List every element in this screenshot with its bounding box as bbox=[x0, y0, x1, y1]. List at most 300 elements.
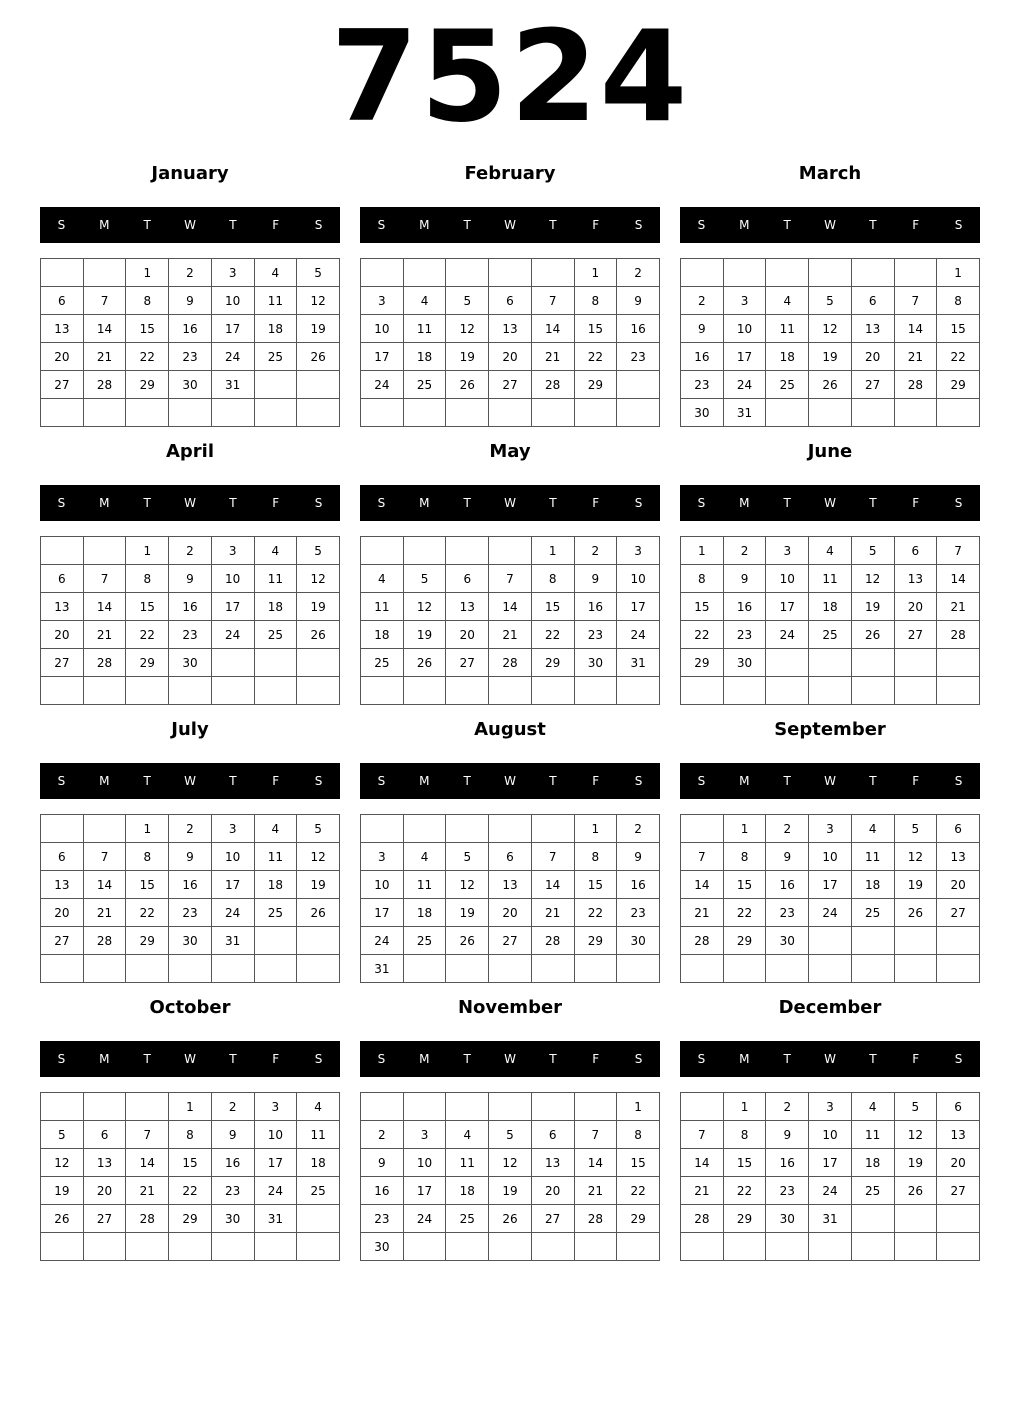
day-cell: 7 bbox=[531, 287, 574, 315]
empty-day-cell bbox=[361, 259, 404, 287]
day-cell: 15 bbox=[531, 593, 574, 621]
day-cell: 2 bbox=[723, 537, 766, 565]
day-cell: 2 bbox=[766, 1093, 809, 1121]
empty-day-cell bbox=[723, 955, 766, 983]
day-cell: 13 bbox=[937, 1121, 980, 1149]
day-cell: 19 bbox=[297, 593, 340, 621]
day-cell: 6 bbox=[894, 537, 937, 565]
day-cell: 13 bbox=[41, 593, 84, 621]
empty-day-cell bbox=[681, 955, 724, 983]
day-cell: 7 bbox=[574, 1121, 617, 1149]
weekday-label: F bbox=[592, 496, 600, 510]
day-cell: 1 bbox=[681, 537, 724, 565]
day-cell: 2 bbox=[211, 1093, 254, 1121]
day-cell: 9 bbox=[574, 565, 617, 593]
empty-day-cell bbox=[809, 955, 852, 983]
weekday-label: S bbox=[697, 1052, 706, 1066]
day-cell: 16 bbox=[574, 593, 617, 621]
day-cell: 25 bbox=[361, 649, 404, 677]
day-cell: 10 bbox=[211, 565, 254, 593]
week-row bbox=[41, 1149, 340, 1177]
weekday-label: S bbox=[314, 496, 323, 510]
day-cell: 6 bbox=[937, 815, 980, 843]
day-cell: 29 bbox=[126, 649, 169, 677]
day-cell: 5 bbox=[446, 843, 489, 871]
empty-day-cell bbox=[83, 677, 126, 705]
week-row bbox=[41, 537, 340, 565]
day-cell: 16 bbox=[169, 593, 212, 621]
empty-day-cell bbox=[211, 399, 254, 427]
weekday-label: S bbox=[697, 496, 706, 510]
day-cell: 4 bbox=[254, 259, 297, 287]
week-row bbox=[681, 649, 980, 677]
day-cell: 10 bbox=[211, 843, 254, 871]
day-cell: 1 bbox=[723, 815, 766, 843]
weekday-label: W bbox=[184, 496, 196, 510]
weekday-label: F bbox=[272, 218, 280, 232]
day-cell: 23 bbox=[723, 621, 766, 649]
day-cell: 8 bbox=[937, 287, 980, 315]
day-cell: 15 bbox=[169, 1149, 212, 1177]
weekday-label: W bbox=[824, 774, 836, 788]
empty-day-cell bbox=[297, 677, 340, 705]
empty-day-cell bbox=[894, 649, 937, 677]
day-cell: 11 bbox=[809, 565, 852, 593]
weekday-label: T bbox=[783, 496, 791, 510]
week-row bbox=[681, 871, 980, 899]
week-row bbox=[41, 927, 340, 955]
day-cell: 18 bbox=[809, 593, 852, 621]
empty-day-cell bbox=[617, 399, 660, 427]
week-row bbox=[41, 1121, 340, 1149]
day-cell: 29 bbox=[574, 371, 617, 399]
day-cell: 10 bbox=[809, 1121, 852, 1149]
empty-day-cell bbox=[489, 677, 532, 705]
empty-day-cell bbox=[851, 1233, 894, 1261]
day-cell: 27 bbox=[894, 621, 937, 649]
weekday-label: T bbox=[549, 774, 557, 788]
empty-day-cell bbox=[723, 259, 766, 287]
day-cell: 24 bbox=[766, 621, 809, 649]
day-cell: 6 bbox=[489, 843, 532, 871]
day-cell: 12 bbox=[297, 843, 340, 871]
empty-day-cell bbox=[809, 1233, 852, 1261]
day-cell: 25 bbox=[403, 927, 446, 955]
weekday-header bbox=[360, 1041, 660, 1077]
weekday-label: M bbox=[99, 218, 110, 232]
day-cell: 30 bbox=[617, 927, 660, 955]
month-name: September bbox=[774, 719, 886, 740]
empty-day-cell bbox=[531, 399, 574, 427]
day-cell: 21 bbox=[574, 1177, 617, 1205]
day-cell: 10 bbox=[211, 287, 254, 315]
day-cell: 23 bbox=[169, 899, 212, 927]
day-cell: 19 bbox=[809, 343, 852, 371]
day-cell: 31 bbox=[723, 399, 766, 427]
day-cell: 2 bbox=[361, 1121, 404, 1149]
week-row bbox=[41, 843, 340, 871]
day-cell: 3 bbox=[766, 537, 809, 565]
weekday-label: W bbox=[504, 774, 516, 788]
day-cell: 15 bbox=[723, 1149, 766, 1177]
day-cell: 31 bbox=[361, 955, 404, 983]
day-cell: 23 bbox=[574, 621, 617, 649]
weekday-label: T bbox=[143, 218, 151, 232]
day-cell: 27 bbox=[41, 649, 84, 677]
week-row bbox=[681, 927, 980, 955]
day-cell: 22 bbox=[681, 621, 724, 649]
day-cell: 22 bbox=[531, 621, 574, 649]
empty-day-cell bbox=[723, 1233, 766, 1261]
empty-day-cell bbox=[937, 399, 980, 427]
empty-day-cell bbox=[937, 649, 980, 677]
day-cell: 17 bbox=[211, 871, 254, 899]
weekday-label: S bbox=[634, 1052, 643, 1066]
day-cell: 12 bbox=[403, 593, 446, 621]
day-cell: 8 bbox=[126, 843, 169, 871]
empty-day-cell bbox=[894, 677, 937, 705]
day-cell: 20 bbox=[531, 1177, 574, 1205]
empty-day-cell bbox=[894, 399, 937, 427]
week-row bbox=[361, 1233, 660, 1261]
empty-day-cell bbox=[361, 399, 404, 427]
day-cell: 9 bbox=[169, 843, 212, 871]
week-row bbox=[681, 287, 980, 315]
day-cell: 20 bbox=[41, 343, 84, 371]
weekday-label: M bbox=[419, 774, 430, 788]
day-cell: 20 bbox=[937, 871, 980, 899]
day-cell: 21 bbox=[531, 899, 574, 927]
weekday-label: M bbox=[419, 1052, 430, 1066]
day-cell: 18 bbox=[361, 621, 404, 649]
day-cell: 18 bbox=[254, 871, 297, 899]
day-cell: 11 bbox=[254, 565, 297, 593]
empty-day-cell bbox=[41, 815, 84, 843]
day-cell: 23 bbox=[617, 899, 660, 927]
week-row bbox=[361, 955, 660, 983]
day-cell: 1 bbox=[723, 1093, 766, 1121]
day-cell: 19 bbox=[41, 1177, 84, 1205]
day-cell: 15 bbox=[937, 315, 980, 343]
day-cell: 7 bbox=[531, 843, 574, 871]
day-cell: 1 bbox=[126, 815, 169, 843]
day-cell: 26 bbox=[489, 1205, 532, 1233]
day-cell: 28 bbox=[83, 649, 126, 677]
empty-day-cell bbox=[531, 1093, 574, 1121]
day-cell: 29 bbox=[169, 1205, 212, 1233]
day-cell: 4 bbox=[851, 1093, 894, 1121]
empty-day-cell bbox=[297, 371, 340, 399]
empty-day-cell bbox=[937, 677, 980, 705]
day-cell: 13 bbox=[489, 871, 532, 899]
day-cell: 25 bbox=[446, 1205, 489, 1233]
empty-day-cell bbox=[211, 1233, 254, 1261]
day-cell: 7 bbox=[681, 1121, 724, 1149]
weekday-label: S bbox=[697, 774, 706, 788]
weekday-label: F bbox=[272, 774, 280, 788]
empty-day-cell bbox=[937, 1233, 980, 1261]
day-cell: 5 bbox=[809, 287, 852, 315]
day-cell: 28 bbox=[937, 621, 980, 649]
day-cell: 14 bbox=[574, 1149, 617, 1177]
weekday-label: S bbox=[377, 774, 386, 788]
day-grid bbox=[680, 814, 980, 983]
day-cell: 5 bbox=[894, 1093, 937, 1121]
day-cell: 23 bbox=[211, 1177, 254, 1205]
day-cell: 8 bbox=[723, 843, 766, 871]
day-cell: 19 bbox=[297, 871, 340, 899]
month-name: June bbox=[807, 441, 853, 462]
day-cell: 12 bbox=[894, 1121, 937, 1149]
day-cell: 4 bbox=[403, 843, 446, 871]
day-cell: 24 bbox=[361, 927, 404, 955]
weekday-header bbox=[680, 485, 980, 521]
day-cell: 30 bbox=[361, 1233, 404, 1261]
day-cell: 11 bbox=[403, 315, 446, 343]
empty-day-cell bbox=[361, 815, 404, 843]
day-cell: 5 bbox=[489, 1121, 532, 1149]
empty-day-cell bbox=[41, 955, 84, 983]
weekday-label: M bbox=[739, 1052, 750, 1066]
day-cell: 17 bbox=[809, 1149, 852, 1177]
empty-day-cell bbox=[126, 1093, 169, 1121]
day-cell: 18 bbox=[446, 1177, 489, 1205]
week-row bbox=[681, 1177, 980, 1205]
day-cell: 9 bbox=[766, 843, 809, 871]
day-cell: 25 bbox=[851, 1177, 894, 1205]
week-row bbox=[41, 315, 340, 343]
weekday-header bbox=[680, 1041, 980, 1077]
empty-day-cell bbox=[531, 1233, 574, 1261]
day-cell: 10 bbox=[723, 315, 766, 343]
week-row bbox=[361, 537, 660, 565]
day-cell: 25 bbox=[851, 899, 894, 927]
day-cell: 24 bbox=[809, 899, 852, 927]
day-cell: 13 bbox=[489, 315, 532, 343]
empty-day-cell bbox=[851, 259, 894, 287]
day-cell: 26 bbox=[446, 371, 489, 399]
day-cell: 28 bbox=[681, 927, 724, 955]
day-cell: 6 bbox=[446, 565, 489, 593]
day-cell: 8 bbox=[126, 565, 169, 593]
week-row bbox=[41, 399, 340, 427]
day-cell: 27 bbox=[41, 371, 84, 399]
weekday-label: S bbox=[377, 1052, 386, 1066]
day-cell: 20 bbox=[937, 1149, 980, 1177]
day-cell: 19 bbox=[446, 899, 489, 927]
empty-day-cell bbox=[446, 537, 489, 565]
day-cell: 13 bbox=[83, 1149, 126, 1177]
week-row bbox=[361, 593, 660, 621]
day-cell: 11 bbox=[851, 843, 894, 871]
day-cell: 5 bbox=[297, 815, 340, 843]
day-cell: 24 bbox=[723, 371, 766, 399]
day-cell: 1 bbox=[126, 259, 169, 287]
week-row bbox=[361, 899, 660, 927]
empty-day-cell bbox=[681, 1093, 724, 1121]
week-row bbox=[41, 871, 340, 899]
day-grid bbox=[40, 1092, 340, 1261]
week-row bbox=[41, 1177, 340, 1205]
day-cell: 6 bbox=[937, 1093, 980, 1121]
day-cell: 25 bbox=[254, 343, 297, 371]
week-row bbox=[681, 899, 980, 927]
empty-day-cell bbox=[446, 955, 489, 983]
day-cell: 27 bbox=[937, 1177, 980, 1205]
empty-day-cell bbox=[617, 371, 660, 399]
week-row bbox=[681, 843, 980, 871]
weekday-label: T bbox=[869, 218, 877, 232]
day-cell: 9 bbox=[723, 565, 766, 593]
day-cell: 8 bbox=[723, 1121, 766, 1149]
week-row bbox=[681, 1149, 980, 1177]
day-grid bbox=[40, 536, 340, 705]
weekday-label: T bbox=[463, 496, 471, 510]
empty-day-cell bbox=[489, 1093, 532, 1121]
empty-day-cell bbox=[851, 649, 894, 677]
day-cell: 14 bbox=[937, 565, 980, 593]
weekday-label: T bbox=[869, 496, 877, 510]
empty-day-cell bbox=[254, 649, 297, 677]
weekday-header bbox=[680, 763, 980, 799]
empty-day-cell bbox=[937, 1205, 980, 1233]
day-cell: 23 bbox=[169, 343, 212, 371]
weekday-label: T bbox=[143, 774, 151, 788]
weekday-label: T bbox=[463, 774, 471, 788]
day-cell: 6 bbox=[851, 287, 894, 315]
day-cell: 21 bbox=[937, 593, 980, 621]
day-cell: 14 bbox=[126, 1149, 169, 1177]
day-cell: 3 bbox=[361, 843, 404, 871]
day-cell: 22 bbox=[126, 899, 169, 927]
week-row bbox=[41, 343, 340, 371]
day-cell: 4 bbox=[851, 815, 894, 843]
day-cell: 21 bbox=[83, 343, 126, 371]
weekday-header bbox=[680, 207, 980, 243]
week-row bbox=[41, 593, 340, 621]
day-cell: 7 bbox=[681, 843, 724, 871]
day-grid bbox=[680, 1092, 980, 1261]
day-cell: 9 bbox=[681, 315, 724, 343]
day-cell: 1 bbox=[937, 259, 980, 287]
week-row bbox=[361, 343, 660, 371]
day-cell: 13 bbox=[41, 871, 84, 899]
day-cell: 22 bbox=[126, 343, 169, 371]
day-cell: 27 bbox=[446, 649, 489, 677]
day-cell: 14 bbox=[681, 871, 724, 899]
day-cell: 19 bbox=[489, 1177, 532, 1205]
day-cell: 4 bbox=[297, 1093, 340, 1121]
day-cell: 16 bbox=[169, 315, 212, 343]
empty-day-cell bbox=[446, 399, 489, 427]
weekday-label: T bbox=[549, 496, 557, 510]
day-cell: 12 bbox=[489, 1149, 532, 1177]
day-cell: 10 bbox=[361, 871, 404, 899]
day-cell: 14 bbox=[531, 871, 574, 899]
week-row bbox=[681, 537, 980, 565]
weekday-label: S bbox=[697, 218, 706, 232]
day-cell: 16 bbox=[211, 1149, 254, 1177]
day-cell: 18 bbox=[297, 1149, 340, 1177]
weekday-label: S bbox=[57, 774, 66, 788]
empty-day-cell bbox=[894, 927, 937, 955]
empty-day-cell bbox=[446, 259, 489, 287]
week-row bbox=[41, 649, 340, 677]
day-cell: 4 bbox=[403, 287, 446, 315]
day-cell: 16 bbox=[617, 871, 660, 899]
day-cell: 12 bbox=[894, 843, 937, 871]
day-cell: 26 bbox=[403, 649, 446, 677]
day-cell: 17 bbox=[766, 593, 809, 621]
day-cell: 5 bbox=[446, 287, 489, 315]
day-cell: 17 bbox=[403, 1177, 446, 1205]
empty-day-cell bbox=[531, 955, 574, 983]
day-cell: 22 bbox=[723, 899, 766, 927]
day-cell: 18 bbox=[403, 899, 446, 927]
day-cell: 22 bbox=[169, 1177, 212, 1205]
day-cell: 20 bbox=[489, 899, 532, 927]
day-cell: 2 bbox=[617, 815, 660, 843]
day-cell: 21 bbox=[83, 621, 126, 649]
empty-day-cell bbox=[681, 815, 724, 843]
day-cell: 8 bbox=[126, 287, 169, 315]
day-cell: 6 bbox=[83, 1121, 126, 1149]
empty-day-cell bbox=[211, 677, 254, 705]
empty-day-cell bbox=[851, 399, 894, 427]
empty-day-cell bbox=[254, 677, 297, 705]
day-cell: 29 bbox=[937, 371, 980, 399]
empty-day-cell bbox=[937, 927, 980, 955]
week-row bbox=[361, 621, 660, 649]
day-cell: 29 bbox=[723, 1205, 766, 1233]
empty-day-cell bbox=[766, 1233, 809, 1261]
day-cell: 27 bbox=[83, 1205, 126, 1233]
day-cell: 31 bbox=[809, 1205, 852, 1233]
weekday-label: T bbox=[229, 1052, 237, 1066]
weekday-label: T bbox=[869, 774, 877, 788]
day-cell: 20 bbox=[894, 593, 937, 621]
week-row bbox=[681, 343, 980, 371]
day-cell: 9 bbox=[361, 1149, 404, 1177]
day-cell: 26 bbox=[851, 621, 894, 649]
weekday-label: T bbox=[463, 1052, 471, 1066]
empty-day-cell bbox=[851, 677, 894, 705]
day-cell: 25 bbox=[254, 621, 297, 649]
week-row bbox=[681, 955, 980, 983]
day-grid bbox=[40, 814, 340, 983]
weekday-label: S bbox=[314, 774, 323, 788]
empty-day-cell bbox=[894, 1205, 937, 1233]
day-cell: 10 bbox=[403, 1149, 446, 1177]
weekday-label: S bbox=[57, 496, 66, 510]
day-cell: 4 bbox=[254, 815, 297, 843]
day-cell: 7 bbox=[937, 537, 980, 565]
weekday-label: W bbox=[184, 1052, 196, 1066]
empty-day-cell bbox=[617, 1233, 660, 1261]
week-row bbox=[361, 649, 660, 677]
day-cell: 6 bbox=[489, 287, 532, 315]
weekday-label: T bbox=[549, 1052, 557, 1066]
weekday-label: F bbox=[912, 218, 920, 232]
day-cell: 8 bbox=[681, 565, 724, 593]
day-cell: 18 bbox=[766, 343, 809, 371]
weekday-label: W bbox=[184, 218, 196, 232]
day-cell: 24 bbox=[211, 343, 254, 371]
empty-day-cell bbox=[403, 537, 446, 565]
empty-day-cell bbox=[446, 1093, 489, 1121]
week-row bbox=[361, 315, 660, 343]
weekday-label: S bbox=[57, 1052, 66, 1066]
